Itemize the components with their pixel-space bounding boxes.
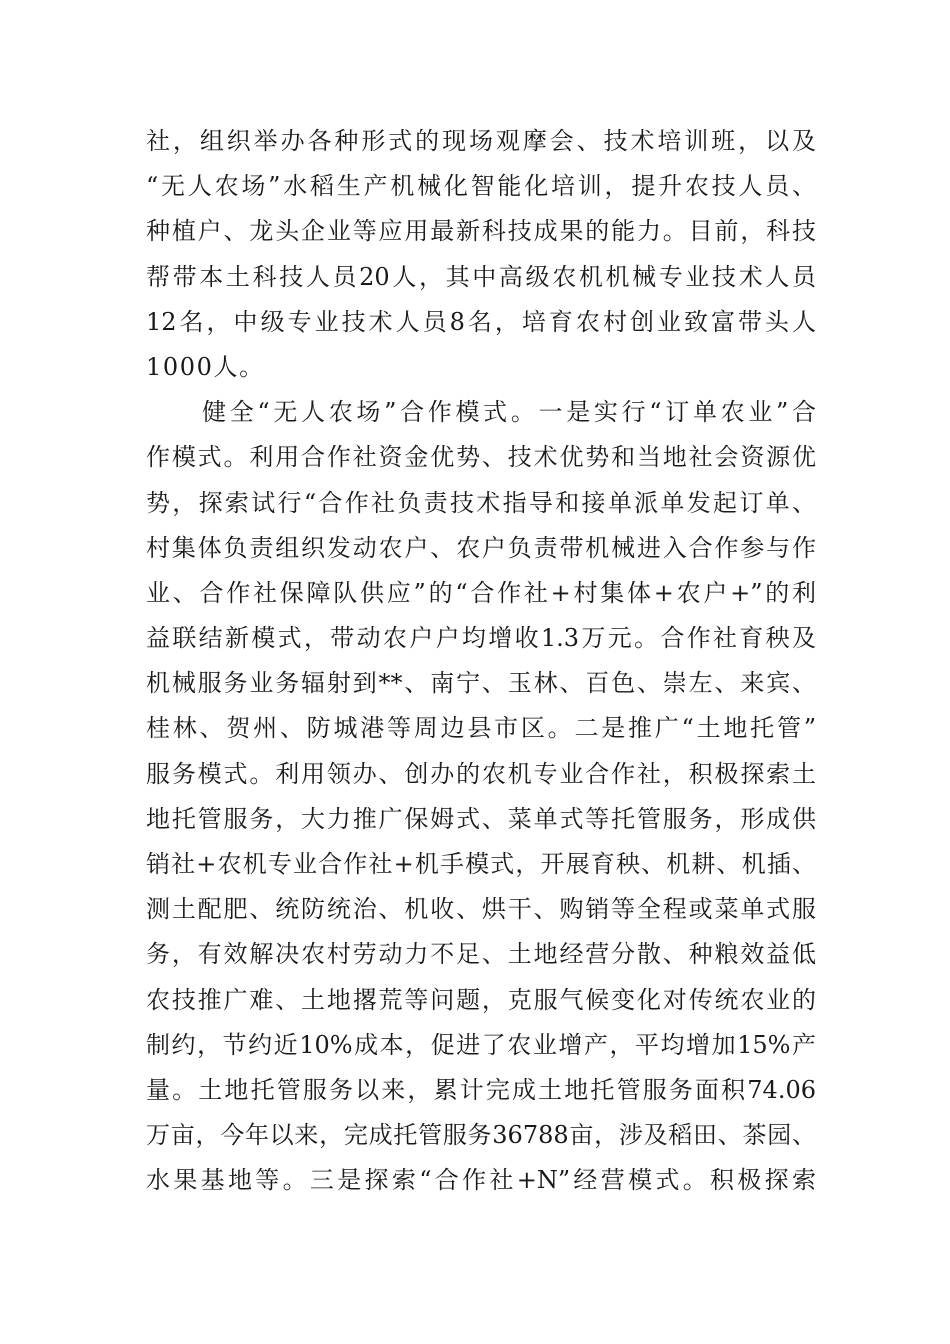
text-line: 种植户、龙头企业等应用最新科技成果的能力。目前，科技 bbox=[146, 217, 816, 246]
text-line: 测土配肥、统防统治、机收、烘干、购销等全程或菜单式服 bbox=[146, 895, 816, 924]
text-line: “无人农场”水稻生产机械化智能化培训，提升农技人员、 bbox=[146, 172, 816, 201]
text-line: 健全“无人农场”合作模式。一是实行“订单农业”合 bbox=[202, 398, 816, 427]
text-line: 销社+农机专业合作社+机手模式，开展育秧、机耕、机插、 bbox=[146, 850, 816, 878]
paragraph-2 bbox=[146, 390, 816, 1203]
text-line: 地托管服务，大力推广保姆式、菜单式等托管服务，形成供 bbox=[146, 804, 816, 833]
text-line: 农技推广难、土地撂荒等问题，克服气候变化对传统农业的 bbox=[146, 985, 816, 1014]
text-line: 势，探索试行“合作社负责技术指导和接单派单发起订单、 bbox=[146, 488, 816, 517]
text-line: 帮带本土科技人员20人，其中高级农机机械专业技术人员 bbox=[146, 262, 816, 291]
text-line: 业、合作社保障队供应”的“合作社+村集体+农户+”的利 bbox=[146, 578, 816, 607]
text-line: 务，有效解决农村劳动力不足、土地经营分散、种粮效益低 bbox=[146, 940, 816, 969]
text-line: 量。土地托管服务以来，累计完成土地托管服务面积74.06 bbox=[146, 1075, 816, 1104]
text-line: 社，组织举办各种形式的现场观摩会、技术培训班，以及 bbox=[146, 127, 816, 155]
text-line: 作模式。利用合作社资金优势、技术优势和当地社会资源优 bbox=[146, 443, 816, 472]
text-line: 水果基地等。三是探索“合作社+N”经营模式。积极探索 bbox=[146, 1166, 816, 1195]
text-line: 服务模式。利用领办、创办的农机专业合作社，积极探索土 bbox=[146, 759, 816, 788]
text-line: 机械服务业务辐射到**、南宁、玉林、百色、崇左、来宾、 bbox=[146, 669, 816, 698]
text-line: 制约，节约近10%成本，促进了农业增产，平均增加15%产 bbox=[146, 1030, 816, 1059]
text-line: 益联结新模式，带动农户户均增收1.3万元。合作社育秧及 bbox=[146, 624, 816, 653]
paragraph-1 bbox=[146, 119, 816, 390]
document-body bbox=[146, 119, 816, 1204]
text-line: 村集体负责组织发动农户、农户负责带机械进入合作参与作 bbox=[146, 533, 816, 562]
text-line: 12名，中级专业技术人员8名，培育农村创业致富带头人 bbox=[146, 307, 816, 336]
text-line: 桂林、贺州、防城港等周边县市区。二是推广“土地托管” bbox=[146, 714, 816, 743]
text-line: 1000人。 bbox=[146, 352, 265, 381]
text-line: 万亩，今年以来，完成托管服务36788亩，涉及稻田、茶园、 bbox=[146, 1121, 816, 1150]
